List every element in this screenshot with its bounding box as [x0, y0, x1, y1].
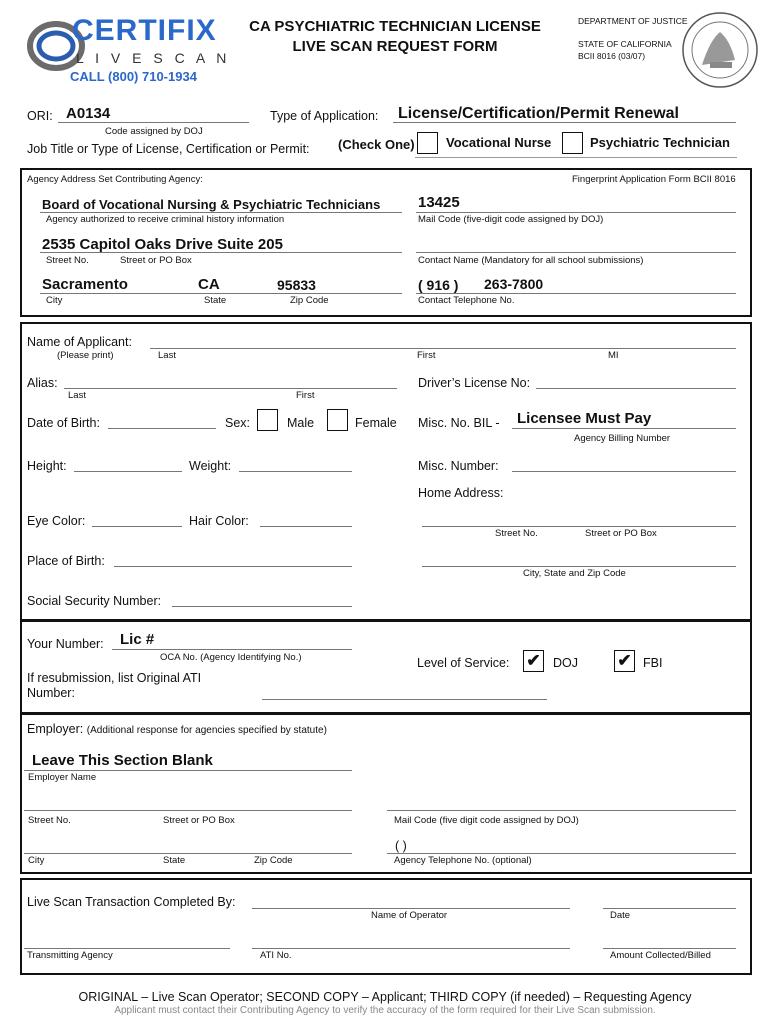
type-of-application-label: Type of Application:	[270, 109, 379, 123]
misc-bil-value[interactable]: Licensee Must Pay	[517, 410, 652, 427]
home-street-po-caption: Street or PO Box	[585, 528, 657, 539]
form-reference: Fingerprint Application Form BCII 8016	[572, 174, 736, 185]
billing-number-caption: Agency Billing Number	[574, 433, 671, 444]
agency-zip[interactable]: 95833	[277, 277, 316, 293]
ssn-label: Social Security Number:	[27, 594, 162, 608]
ori-label: ORI:	[27, 109, 53, 123]
agency-set-label: Agency Address Set Contributing Agency:	[27, 174, 203, 185]
female-checkbox[interactable]	[327, 409, 348, 431]
height-label: Height:	[27, 459, 67, 473]
male-label: Male	[287, 416, 315, 430]
female-label: Female	[355, 416, 397, 430]
dob-label: Date of Birth:	[27, 416, 100, 430]
please-print-caption: (Please print)	[57, 350, 114, 361]
logo-subtitle: L I V E S C A N	[76, 50, 231, 66]
first-name-caption: First	[417, 350, 436, 361]
home-address-label: Home Address:	[418, 486, 504, 500]
city-state-zip-caption: City, State and Zip Code	[523, 568, 626, 579]
transmitting-agency-caption: Transmitting Agency	[27, 950, 113, 961]
employer-phone-caption: Agency Telephone No. (optional)	[394, 855, 532, 866]
psychiatric-technician-label: Psychiatric Technician	[590, 135, 730, 150]
employer-mail-caption: Mail Code (five digit code assigned by DOJ)	[394, 815, 579, 826]
fbi-label: FBI	[643, 656, 663, 670]
employer-name-caption: Employer Name	[28, 772, 97, 783]
resubmission-label-line1: If resubmission, list Original ATI	[27, 671, 202, 685]
alias-last-caption: Last	[68, 390, 86, 401]
agency-name[interactable]: Board of Vocational Nursing & Psychiatric Technicians	[42, 197, 381, 212]
sex-label: Sex:	[225, 416, 251, 430]
weight-label: Weight:	[189, 459, 232, 473]
logo-name: CERTIFIX	[72, 14, 217, 47]
street-no-caption: Street No.	[46, 255, 89, 266]
misc-number-label: Misc. Number:	[418, 459, 499, 473]
employer-city-caption: City	[28, 855, 45, 866]
employer-label	[27, 722, 327, 736]
amount-caption: Amount Collected/Billed	[610, 950, 711, 961]
employer-section	[20, 713, 752, 874]
fbi-checkbox[interactable]: ✔	[614, 650, 635, 672]
drivers-license-label: Driver’s License No:	[418, 376, 531, 390]
agency-name-caption: Agency authorized to receive criminal history information	[46, 214, 285, 225]
agency-city[interactable]: Sacramento	[42, 276, 128, 293]
male-checkbox[interactable]	[257, 409, 278, 431]
phone-area-code[interactable]: ( 916 )	[418, 277, 459, 293]
employer-street-no-caption: Street No.	[28, 815, 71, 826]
ori-value[interactable]: A0134	[66, 105, 111, 122]
phone-number: CALL (800) 710-1934	[70, 69, 197, 84]
agency-phone[interactable]: 263-7800	[484, 276, 544, 292]
accuracy-note: Applicant must contact their Contributing Agency to verify the accuracy of the form required for their Live Scan submission.	[114, 1005, 656, 1016]
vocational-nurse-label: Vocational Nurse	[446, 135, 552, 150]
alias-label: Alias:	[27, 376, 58, 390]
mail-code-caption: Mail Code (five-digit code assigned by DOJ)	[418, 214, 604, 225]
oca-caption: OCA No. (Agency Identifying No.)	[160, 652, 302, 663]
agency-state[interactable]: CA	[198, 276, 220, 293]
operator-caption: Name of Operator	[371, 910, 448, 921]
certifix-logo	[26, 14, 231, 74]
street-po-caption: Street or PO Box	[120, 255, 192, 266]
form-title-line2: LIVE SCAN REQUEST FORM	[292, 38, 498, 55]
employer-phone-paren[interactable]: ( )	[395, 839, 407, 853]
employer-label-text: Employer:	[27, 722, 84, 736]
completed-by-label: Live Scan Transaction Completed By:	[27, 895, 236, 909]
alias-first-caption: First	[296, 390, 315, 401]
check-one-label: (Check One)	[338, 137, 415, 152]
form-code: BCII 8016 (03/07)	[578, 51, 646, 61]
doj-checkbox[interactable]: ✔	[523, 650, 544, 672]
state-label: STATE OF CALIFORNIA	[578, 39, 672, 49]
ori-caption: Code assigned by DOJ	[105, 126, 203, 137]
employer-state-caption: State	[163, 855, 186, 866]
home-street-no-caption: Street No.	[495, 528, 538, 539]
employer-street-po-caption: Street or PO Box	[163, 815, 235, 826]
vocational-nurse-checkbox[interactable]	[417, 132, 438, 154]
your-number-label: Your Number:	[27, 637, 104, 651]
level-of-service-label: Level of Service:	[417, 656, 510, 670]
psychiatric-technician-checkbox[interactable]	[562, 132, 583, 154]
contact-name-caption: Contact Name (Mandatory for all school submissions)	[418, 255, 644, 266]
employer-note: (Additional response for agencies specified by statute)	[86, 725, 327, 736]
ati-no-caption: ATI No.	[260, 950, 292, 961]
mail-code-value[interactable]: 13425	[418, 194, 460, 211]
employer-value[interactable]: Leave This Section Blank	[32, 752, 213, 769]
mi-caption: MI	[608, 350, 619, 361]
resubmission-label-line2: Number:	[27, 686, 75, 700]
city-caption: City	[46, 295, 63, 306]
phone-caption: Contact Telephone No.	[418, 295, 515, 306]
state-seal-icon	[680, 10, 760, 90]
doj-label: DOJ	[553, 656, 578, 670]
agency-street[interactable]: 2535 Capitol Oaks Drive Suite 205	[42, 236, 283, 253]
form-title-line1: CA PSYCHIATRIC TECHNICIAN LICENSE	[249, 18, 541, 35]
last-name-caption: Last	[158, 350, 176, 361]
state-caption: State	[204, 295, 227, 306]
eye-color-label: Eye Color:	[27, 514, 86, 528]
employer-zip-caption: Zip Code	[254, 855, 293, 866]
type-of-application-value[interactable]: License/Certification/Permit Renewal	[398, 105, 679, 122]
hair-color-label: Hair Color:	[189, 514, 249, 528]
applicant-name-label: Name of Applicant:	[27, 335, 132, 349]
place-of-birth-label: Place of Birth:	[27, 554, 105, 568]
dept-label: DEPARTMENT OF JUSTICE	[578, 16, 688, 26]
copies-note: ORIGINAL – Live Scan Operator; SECOND COPY – Applicant; THIRD COPY (if needed) – Requesting Agency	[78, 990, 692, 1004]
zip-caption: Zip Code	[290, 295, 329, 306]
misc-bil-label: Misc. No. BIL -	[418, 416, 500, 430]
date-caption: Date	[610, 910, 631, 921]
job-title-label: Job Title or Type of License, Certification or Permit:	[27, 142, 310, 156]
your-number-value[interactable]: Lic #	[120, 631, 155, 648]
